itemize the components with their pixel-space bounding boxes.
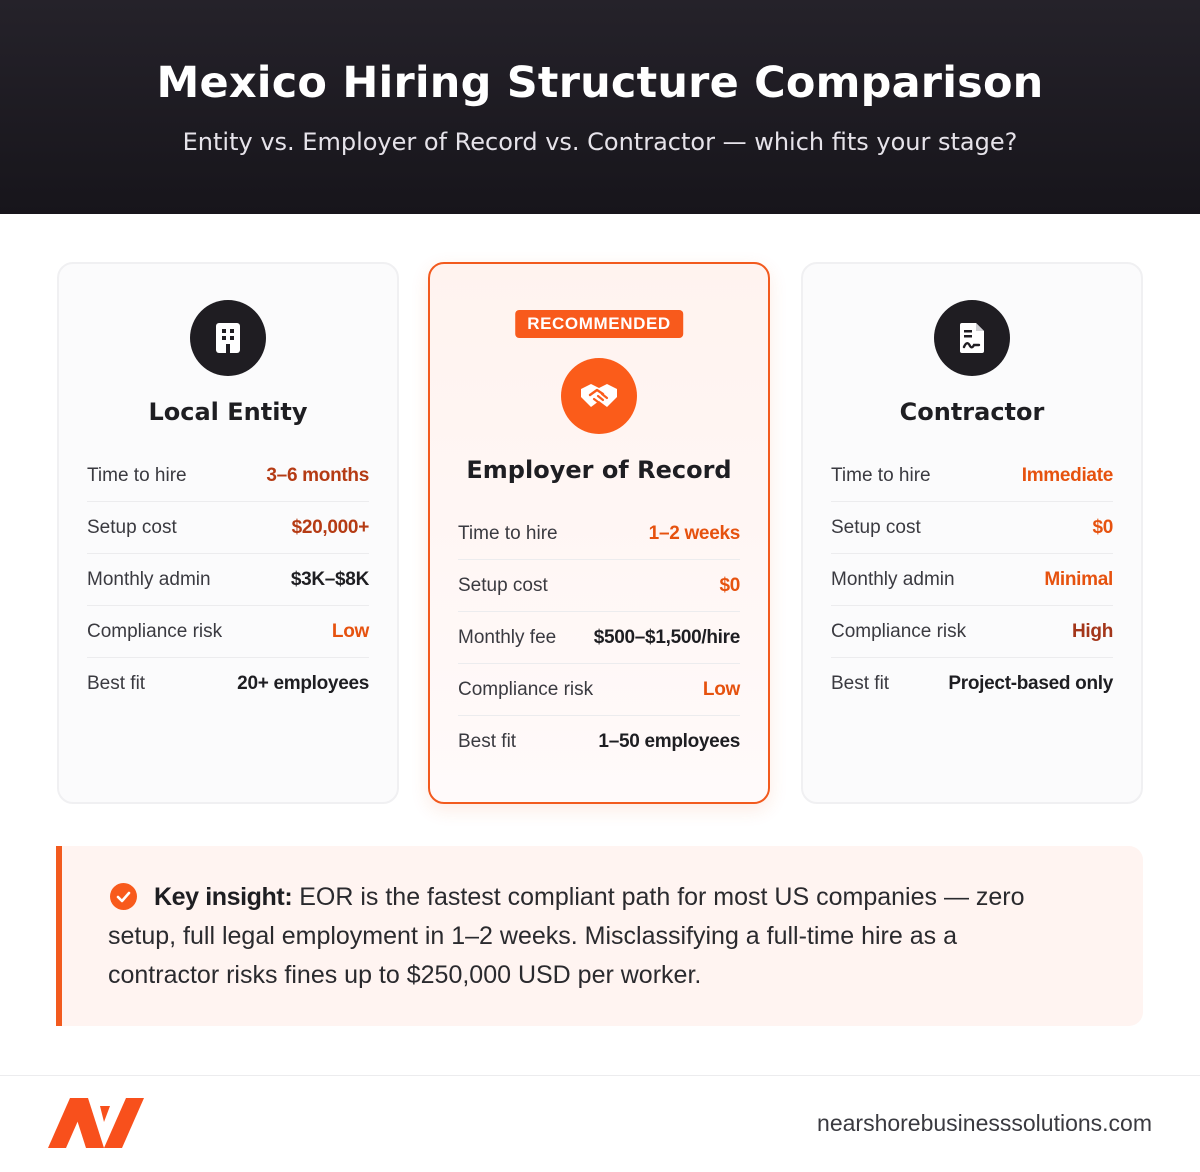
- page-title: Mexico Hiring Structure Comparison: [156, 58, 1044, 108]
- row-value: Low: [702, 678, 740, 700]
- card-title: Contractor: [899, 398, 1045, 426]
- comparison-rows: [831, 450, 1113, 710]
- card-contractor: [801, 262, 1143, 804]
- row-time-to-hire: [831, 450, 1113, 502]
- row-compliance-risk: [87, 606, 369, 658]
- row-label: Best fit: [831, 673, 890, 694]
- card-title: Employer of Record: [466, 456, 732, 484]
- nbs-logo-icon: [48, 1098, 144, 1153]
- page-subtitle: Entity vs. Employer of Record vs. Contractor — which fits your stage?: [182, 128, 1018, 156]
- row-setup-cost: [831, 502, 1113, 554]
- recommended-badge: RECOMMENDED: [515, 310, 683, 338]
- row-compliance-risk: [831, 606, 1113, 658]
- row-value: $0: [1092, 516, 1113, 538]
- row-label: Compliance risk: [458, 678, 594, 700]
- row-monthly-fee: [458, 612, 740, 664]
- comparison-rows: [458, 508, 740, 768]
- row-setup-cost: [458, 560, 740, 612]
- row-time-to-hire: [87, 450, 369, 502]
- row-label: Monthly admin: [87, 568, 211, 590]
- row-best-fit: [831, 658, 1113, 710]
- row-value: Minimal: [1044, 568, 1113, 590]
- contract-document-icon: [934, 300, 1010, 376]
- row-value: $0: [719, 574, 740, 596]
- row-best-fit: [87, 658, 369, 710]
- row-label: Compliance risk: [831, 620, 967, 642]
- insight-text: [108, 878, 1068, 995]
- row-value: $20,000+: [291, 516, 369, 538]
- row-value: Project-based only: [948, 673, 1113, 694]
- insight-label: Key insight:: [154, 883, 293, 911]
- card-local-entity: [57, 262, 399, 804]
- card-title: Local Entity: [148, 398, 308, 426]
- header-banner: [0, 0, 1200, 214]
- insight-body: EOR is the fastest compliant path for most US companies — zero setup, full legal employment in 1–2 weeks. Misclassifying a full-time hire as a contractor risks fines up to $250,000 USD per worker.: [108, 883, 1025, 989]
- website-link[interactable]: nearshorebusinesssolutions.com: [817, 1110, 1152, 1136]
- row-monthly-admin: [87, 554, 369, 606]
- row-value: Immediate: [1021, 464, 1113, 486]
- row-label: Best fit: [458, 731, 517, 752]
- row-value: High: [1071, 620, 1113, 642]
- card-employer-of-record: [428, 262, 770, 804]
- row-value: 1–50 employees: [598, 731, 740, 752]
- comparison-rows: [87, 450, 369, 710]
- row-label: Setup cost: [831, 516, 921, 538]
- row-label: Setup cost: [458, 574, 548, 596]
- row-label: Compliance risk: [87, 620, 223, 642]
- row-value: 1–2 weeks: [648, 522, 740, 544]
- row-label: Time to hire: [87, 464, 187, 486]
- row-compliance-risk: [458, 664, 740, 716]
- footer-divider: [0, 1075, 1200, 1076]
- row-label: Best fit: [87, 673, 146, 694]
- row-setup-cost: [87, 502, 369, 554]
- key-insight-callout: [56, 846, 1143, 1026]
- handshake-icon: [561, 358, 637, 434]
- building-icon: [190, 300, 266, 376]
- row-value: Low: [331, 620, 369, 642]
- row-value: $3K–$8K: [290, 568, 369, 590]
- row-value: 3–6 months: [266, 464, 369, 486]
- row-label: Time to hire: [831, 464, 931, 486]
- row-value: $500–$1,500/hire: [593, 626, 740, 648]
- row-monthly-admin: [831, 554, 1113, 606]
- row-value: 20+ employees: [237, 673, 369, 694]
- row-label: Monthly admin: [831, 568, 955, 590]
- row-label: Setup cost: [87, 516, 177, 538]
- row-time-to-hire: [458, 508, 740, 560]
- row-best-fit: [458, 716, 740, 768]
- row-label: Time to hire: [458, 522, 558, 544]
- row-label: Monthly fee: [458, 626, 557, 648]
